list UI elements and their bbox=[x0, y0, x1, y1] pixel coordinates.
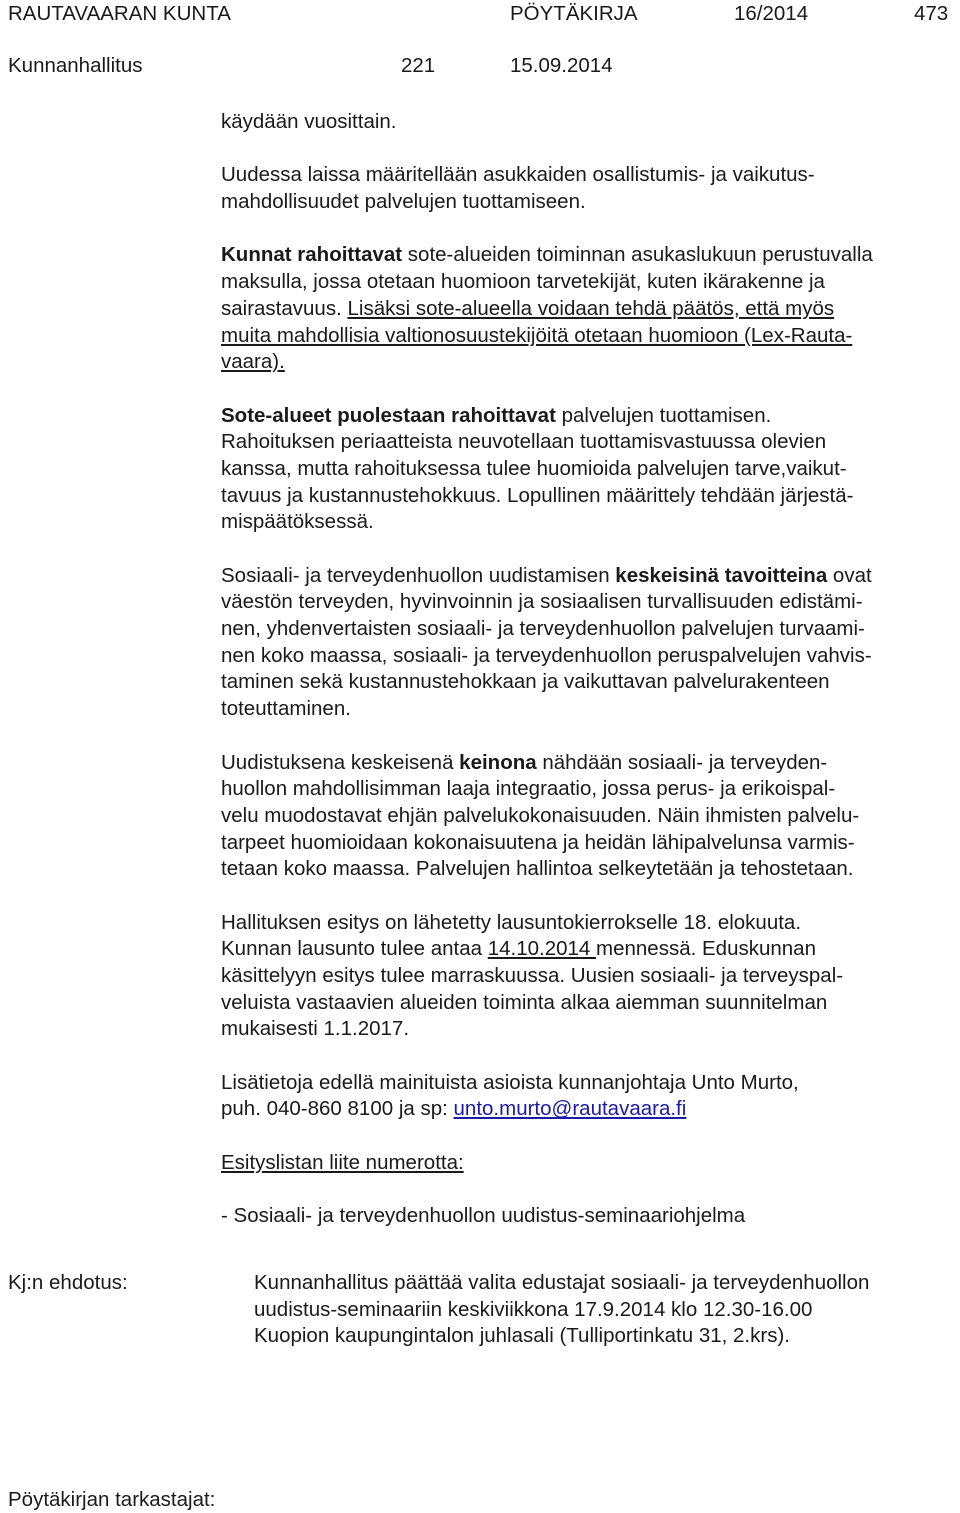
paragraph-line: mispäätöksessä. bbox=[221, 510, 374, 534]
paragraph-line: Kunnanhallitus päättää valita edustajat sosiaali- ja terveydenhuollon bbox=[254, 1271, 870, 1294]
paragraph-line: nen koko maassa, sosiaali- ja terveydenhuollon peruspalvelujen vahvis- bbox=[221, 643, 872, 667]
paragraph-line: toteuttaminen. bbox=[221, 697, 351, 721]
paragraph-line: sairastavuus. Lisäksi sote-alueella voidaan tehdä päätös, että myös bbox=[221, 296, 835, 320]
paragraph-line: Kuopion kaupungintalon juhlasali (Tulliportinkatu 31, 2.krs). bbox=[254, 1324, 790, 1348]
paragraph-line: mahdollisuudet palvelujen tuottamiseen. bbox=[221, 190, 586, 214]
minutes-body bbox=[221, 109, 956, 1230]
header-row-1 bbox=[8, 1, 958, 27]
bold-phrase: keinona bbox=[459, 750, 537, 774]
section-number: 221 bbox=[401, 54, 436, 77]
attachment-item: - Sosiaali- ja terveydenhuollon uudistus-seminaariohjelma bbox=[221, 1204, 746, 1228]
doc-number: 16/2014 bbox=[734, 2, 809, 25]
reviewers-label: Pöytäkirjan tarkastajat: bbox=[8, 1488, 216, 1511]
paragraph-line: tetaan koko maassa. Palvelujen hallintoa selkeytetään ja tehostetaan. bbox=[221, 857, 854, 881]
paragraph-line: Lisätietoja edellä mainituista asioista kunnanjohtaja Unto Murto, bbox=[221, 1070, 799, 1094]
paragraph-line: huollon mahdollisimman laaja integraatio, jossa perus- ja erikoispal- bbox=[221, 777, 836, 801]
paragraph-line: maksulla, jossa otetaan huomioon tarvetekijät, kuten ikärakenne ja bbox=[221, 270, 825, 294]
paragraph-line: käydään vuosittain. bbox=[221, 110, 397, 133]
bold-phrase: Sote-alueet puolestaan rahoittavat bbox=[221, 403, 556, 427]
paragraph-line: velu muodostavat ehjän palvelukokonaisuuden. Näin ihmisten palvelu- bbox=[221, 803, 860, 827]
paragraph-line: Uudistuksena keskeisenä keinona nähdään sosiaali- ja terveyden- bbox=[221, 750, 828, 774]
paragraph-line: taminen sekä kustannustehokkaan ja vaikuttavan palvelurakenteen bbox=[221, 670, 830, 694]
paragraph-line: Kunnan lausunto tulee antaa 14.10.2014 mennessä. Eduskunnan bbox=[221, 937, 816, 961]
email-link[interactable]: unto.murto@rautavaara.fi bbox=[453, 1097, 687, 1121]
underlined-text: muita mahdollisia valtionosuustekijöitä otetaan huomioon (Lex-Rauta- bbox=[221, 323, 853, 347]
paragraph-line: tavuus ja kustannustehokkuus. Lopullinen määrittely tehdään järjestä- bbox=[221, 483, 854, 507]
attachments-heading: Esityslistan liite numerotta: bbox=[221, 1150, 464, 1174]
underlined-text: vaara). bbox=[221, 350, 285, 374]
paragraph-line: uudistus-seminaariin keskiviikkona 17.9.2014 klo 12.30-16.00 bbox=[254, 1297, 813, 1321]
org-name: RAUTAVAARAN KUNTA bbox=[8, 2, 231, 25]
paragraph-line: nen, yhdenvertaisten sosiaali- ja terveydenhuollon palvelujen turvaami- bbox=[221, 617, 865, 641]
body-name: Kunnanhallitus bbox=[8, 54, 143, 77]
header-row-2 bbox=[8, 53, 958, 79]
meeting-date: 15.09.2014 bbox=[510, 54, 613, 77]
paragraph-line: veluista vastaavien alueiden toiminta alkaa aiemman suunnitelman bbox=[221, 990, 828, 1014]
paragraph-line: puh. 040-860 8100 ja sp: unto.murto@rautavaara.fi bbox=[221, 1097, 687, 1121]
paragraph-line: tarpeet huomioidaan kokonaisuutena ja heidän lähipalvelunsa varmis- bbox=[221, 830, 855, 854]
paragraph-line: Sote-alueet puolestaan rahoittavat palvelujen tuottamisen. bbox=[221, 403, 772, 427]
page-number: 473 bbox=[914, 2, 949, 25]
proposal-label: Kj:n ehdotus: bbox=[8, 1271, 128, 1294]
paragraph-line: Uudessa laissa määritellään asukkaiden osallistumis- ja vaikutus- bbox=[221, 163, 815, 187]
paragraph-line: Rahoituksen periaatteista neuvotellaan tuottamisvastuussa olevien bbox=[221, 430, 827, 454]
paragraph-line: Sosiaali- ja terveydenhuollon uudistamisen keskeisinä tavoitteina ovat bbox=[221, 563, 872, 587]
bold-phrase: keskeisinä tavoitteina bbox=[615, 563, 828, 587]
underlined-text: Lisäksi sote-alueella voidaan tehdä päätös, että myös bbox=[347, 296, 835, 320]
bold-phrase: Kunnat rahoittavat bbox=[221, 243, 403, 267]
proposal-text bbox=[254, 1270, 954, 1350]
underlined-date: 14.10.2014 bbox=[487, 937, 597, 961]
paragraph-line bbox=[221, 349, 956, 376]
paragraph-line: väestön terveyden, hyvinvoinnin ja sosiaalisen turvallisuuden edistämi- bbox=[221, 590, 863, 614]
paragraph-line: Kunnat rahoittavat sote-alueiden toiminnan asukaslukuun perustuvalla bbox=[221, 243, 873, 267]
paragraph-line: mukaisesti 1.1.2017. bbox=[221, 1017, 410, 1041]
paragraph-line: Hallituksen esitys on lähetetty lausuntokierrokselle 18. elokuuta. bbox=[221, 910, 802, 934]
doc-type: PÖYTÄKIRJA bbox=[510, 2, 638, 25]
paragraph-line: käsittelyyn esitys tulee marraskuussa. Uusien sosiaali- ja terveyspal- bbox=[221, 964, 844, 987]
paragraph-line: kanssa, mutta rahoituksessa tulee huomioida palvelujen tarve,vaikut- bbox=[221, 456, 847, 480]
paragraph-line bbox=[221, 323, 956, 350]
